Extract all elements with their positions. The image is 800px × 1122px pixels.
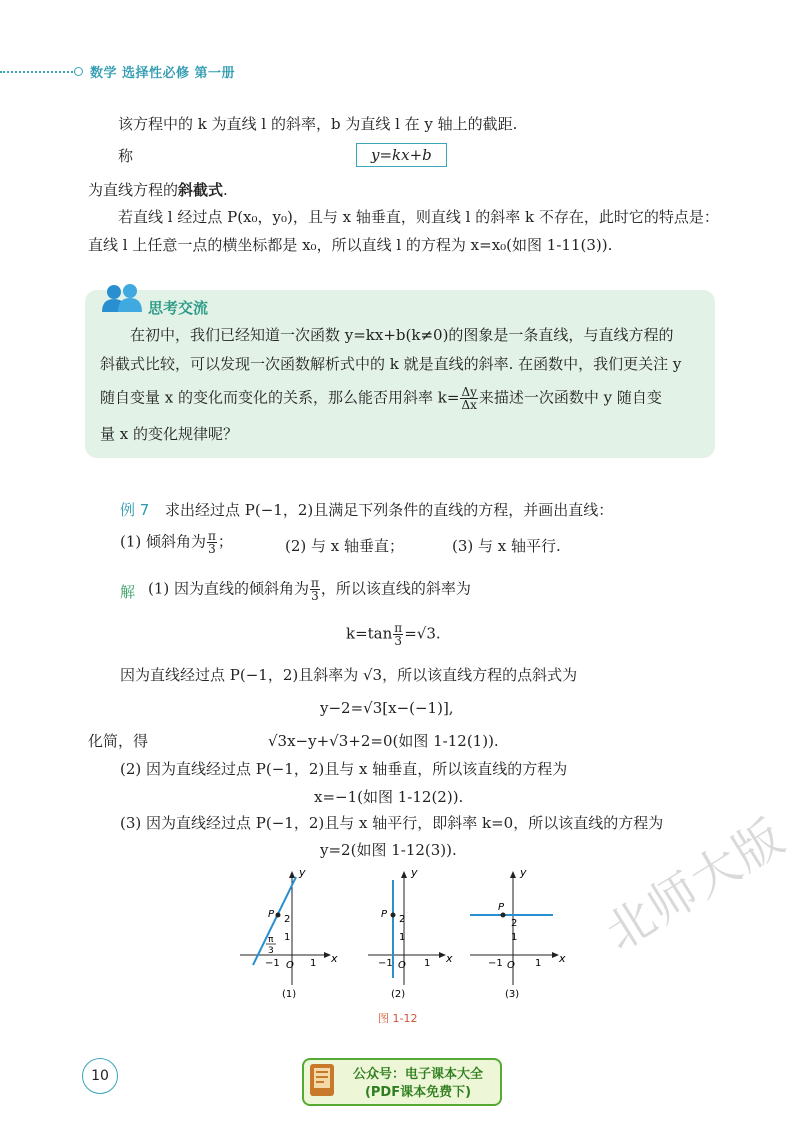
angle-num: π [268, 935, 274, 945]
think-line-2: 斜截式比较，可以发现一次函数解析式中的 k 就是直线的斜率. 在函数中，我们更关注 y [100, 355, 682, 373]
graph-3-label: (3) [505, 989, 520, 1000]
delta-x: Δx [461, 398, 477, 412]
frac-num: π [394, 621, 403, 635]
point-p-label: P [268, 909, 275, 920]
frac-den: 3 [311, 589, 319, 603]
solution-step-3: (2) 因为直线经过点 P(−1，2)且与 x 轴垂直，所以该直线的方程为 [120, 760, 568, 778]
intro-line-3-prefix: 为直线方程的 [88, 181, 179, 199]
x-axis-label: x [446, 952, 453, 965]
tick-label-neg1: −1 [378, 958, 393, 969]
solution-step-2: 因为直线经过点 P(−1，2)且斜率为 √3，所以该直线方程的点斜式为 [120, 666, 578, 684]
angle-den: 3 [268, 946, 274, 956]
figure-caption: 图 1-12 [378, 1012, 418, 1025]
step-1-end: ，所以该直线的斜率为 [320, 579, 471, 598]
example-condition-3: (3) 与 x 轴平行. [452, 537, 561, 555]
solution-step-4: (3) 因为直线经过点 P(−1，2)且与 x 轴平行，即斜率 k=0，所以该直线的方程为 [120, 814, 664, 832]
origin-label: O [286, 960, 294, 971]
tick-label-2: 2 [511, 918, 518, 929]
intro-line-3-suffix: . [223, 181, 228, 199]
example-text: 求出经过点 P(−1，2)且满足下列条件的直线的方程，并画出直线： [165, 501, 614, 519]
x-axis-label: x [559, 952, 566, 965]
promo-line-2: (PDF课本免费下) [364, 1085, 472, 1100]
intro-line-5: 直线 l 上任意一点的横坐标都是 x₀，所以直线 l 的方程为 x=x₀(如图 1-11(3)). [88, 236, 613, 254]
point-p-label: P [381, 909, 388, 920]
example-label: 例 7 [120, 501, 150, 519]
page-number: 10 [82, 1058, 118, 1094]
tick-label-y1: 1 [399, 932, 406, 943]
think-line-1: 在初中，我们已经知道一次函数 y=kx+b(k≠0)的图象是一条直线，与直线方程的 [130, 326, 674, 344]
origin-label: O [507, 960, 515, 971]
condition-1-text: (1) 倾斜角为 [120, 532, 207, 551]
tick-label-neg1: −1 [488, 958, 503, 969]
frac-den: 3 [208, 542, 216, 556]
tick-label-y1: 1 [284, 932, 291, 943]
intro-line-4: 若直线 l 经过点 P(x₀，y₀)，且与 x 轴垂直，则直线 l 的斜率 k 不存在，此时它的特点是： [118, 208, 719, 226]
point-p [276, 913, 281, 918]
delta-y: Δy [461, 385, 477, 399]
intro-line-1: 该方程中的 k 为直线 l 的斜率，b 为直线 l 在 y 轴上的截距. [118, 115, 518, 133]
frac-num: π [311, 576, 319, 590]
y-axis-label: y [299, 866, 306, 879]
tick-label-2: 2 [284, 914, 291, 925]
term-slope-intercept: 斜截式 [178, 181, 224, 199]
graph-3 [470, 866, 566, 1000]
slope-intercept-formula: y=kx+b [356, 143, 447, 167]
think-line-3a: 随自变量 x 的变化而变化的关系，那么能否用斜率 k= [100, 388, 460, 407]
solution-label: 解 [120, 583, 136, 601]
point-p [391, 913, 396, 918]
condition-1-end: ； [217, 532, 233, 551]
point-p-label: P [498, 902, 505, 913]
point-p [501, 913, 506, 918]
tick-label-2: 2 [399, 914, 406, 925]
y-axis-label: y [411, 866, 418, 879]
tick-label-1: 1 [424, 958, 431, 969]
tick-label-1: 1 [310, 958, 317, 969]
x-axis-label: x [331, 952, 338, 965]
equation-vertical: x=−1(如图 1-12(2)). [314, 788, 464, 806]
tick-label-y1: 1 [511, 932, 518, 943]
watermark: 北师大版 [595, 808, 796, 962]
equation-point-slope: y−2=√3[x−(−1)], [320, 699, 454, 717]
equation-horizontal: y=2(如图 1-12(3)). [320, 841, 457, 859]
intro-label-cheng: 称 [118, 147, 134, 165]
promo-line-1: 公众号：电子课本大全 [352, 1067, 483, 1082]
simplify-label: 化简，得 [88, 732, 149, 750]
tick-label-neg1: −1 [265, 958, 280, 969]
think-line-3b: 来描述一次函数中 y 随自变 [478, 388, 662, 407]
book-icon [308, 1062, 336, 1098]
graph-1 [240, 866, 338, 1000]
y-axis-label: y [520, 866, 527, 879]
frac-num: π [208, 529, 216, 543]
equation-general: √3x−y+√3+2=0(如图 1-12(1)). [268, 732, 499, 750]
think-discuss-title: 思考交流 [148, 299, 209, 317]
graph-2 [368, 866, 453, 1000]
header-title: 数学 选择性必修 第一册 [90, 66, 236, 81]
example-condition-2: (2) 与 x 轴垂直； [285, 537, 405, 555]
frac-den: 3 [394, 634, 403, 648]
graph-1-label: (1) [282, 989, 297, 1000]
think-line-4: 量 x 的变化规律呢？ [100, 425, 238, 443]
origin-label: O [398, 960, 406, 971]
tick-label-1: 1 [535, 958, 542, 969]
graph-2-label: (2) [391, 989, 406, 1000]
eq1-left: k=tan [346, 624, 393, 643]
step-1-text: (1) 因为直线的倾斜角为 [148, 579, 310, 598]
eq1-right: =√3. [404, 624, 441, 643]
